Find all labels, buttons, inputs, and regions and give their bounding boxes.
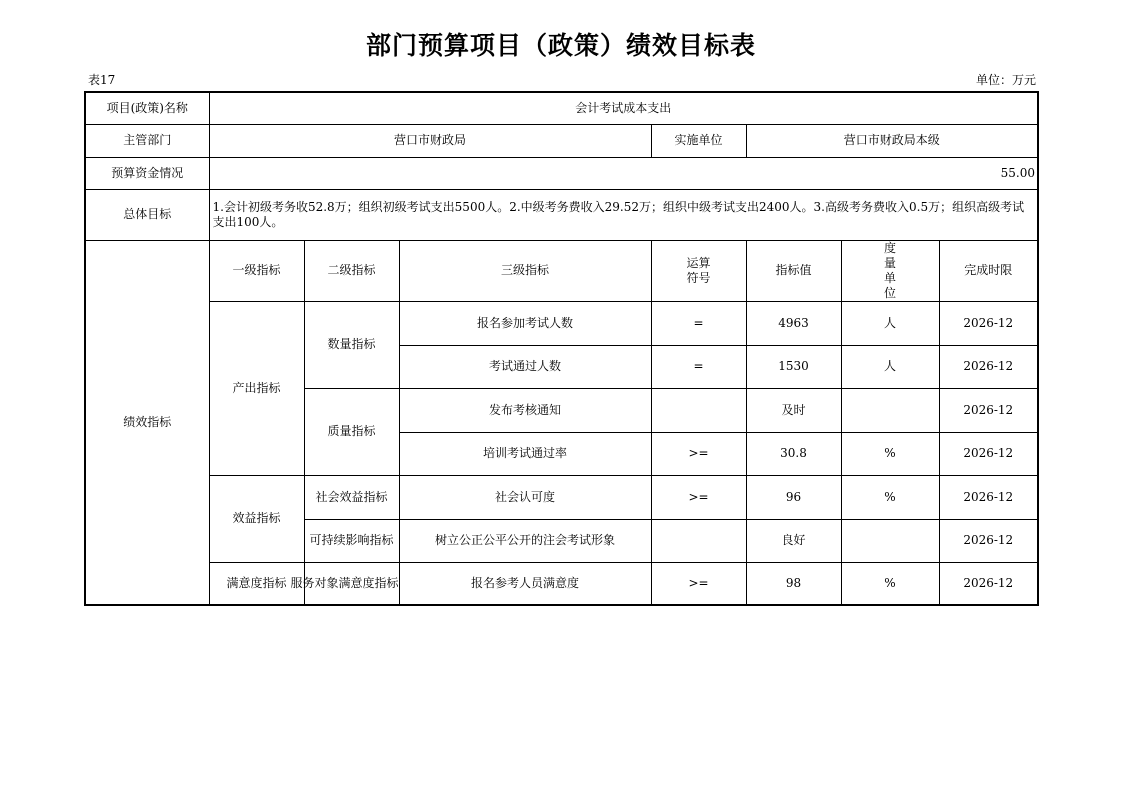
header-value: 指标值 xyxy=(746,240,841,301)
operator-cell xyxy=(651,388,746,432)
level3-cell: 发布考核通知 xyxy=(399,388,651,432)
level1-output: 产出指标 xyxy=(209,301,304,475)
goal-label: 总体目标 xyxy=(85,189,209,240)
unit-cell: % xyxy=(841,562,939,605)
table-row xyxy=(85,562,1038,605)
header-level2: 二级指标 xyxy=(304,240,399,301)
value-cell: 98 xyxy=(746,562,841,605)
header-level1: 一级指标 xyxy=(209,240,304,301)
table-row xyxy=(85,475,1038,519)
value-cell: 良好 xyxy=(746,519,841,562)
level2-quality: 质量指标 xyxy=(304,388,399,475)
level1-benefit: 效益指标 xyxy=(209,475,304,562)
budget-value: 55.00 xyxy=(209,157,1038,189)
level3-cell: 培训考试通过率 xyxy=(399,432,651,475)
operator-cell: >= xyxy=(651,432,746,475)
value-cell: 及时 xyxy=(746,388,841,432)
budget-label: 预算资金情况 xyxy=(85,157,209,189)
deadline-cell: 2026-12 xyxy=(939,388,1038,432)
table-row xyxy=(85,301,1038,345)
operator-cell: >= xyxy=(651,475,746,519)
project-name-value: 会计考试成本支出 xyxy=(209,92,1038,124)
deadline-cell: 2026-12 xyxy=(939,301,1038,345)
header-deadline: 完成时限 xyxy=(939,240,1038,301)
project-name-label: 项目(政策)名称 xyxy=(85,92,209,124)
unit-cell: 人 xyxy=(841,301,939,345)
deadline-cell: 2026-12 xyxy=(939,475,1038,519)
table-number: 表17 xyxy=(88,73,116,87)
deadline-cell: 2026-12 xyxy=(939,345,1038,388)
value-cell: 96 xyxy=(746,475,841,519)
header-operator: 运算符号 xyxy=(651,240,746,301)
performance-label: 绩效指标 xyxy=(85,240,209,605)
unit-cell: % xyxy=(841,475,939,519)
level2-sustainability: 可持续影响指标 xyxy=(304,519,399,562)
unit-cell: 人 xyxy=(841,345,939,388)
goal-value: 1.会计初级考务收52.8万；组织初级考试支出5500人。2.中级考务费收入29.52万；组织中级考试支出2400人。3.高级考务费收入0.5万；组织高级考试支出100人。 xyxy=(209,189,1038,240)
department-row xyxy=(85,124,1038,157)
level2-service-satisfaction: 服务对象满意度指标 xyxy=(304,562,399,605)
deadline-cell: 2026-12 xyxy=(939,432,1038,475)
budget-row xyxy=(85,157,1038,189)
level3-cell: 树立公正公平公开的注会考试形象 xyxy=(399,519,651,562)
project-name-row xyxy=(85,92,1038,124)
deadline-cell: 2026-12 xyxy=(939,519,1038,562)
impl-unit-value: 营口市财政局本级 xyxy=(746,124,1038,157)
performance-target-table xyxy=(84,91,1039,606)
level3-cell: 报名参考人员满意度 xyxy=(399,562,651,605)
unit-cell: % xyxy=(841,432,939,475)
dept-value: 营口市财政局 xyxy=(209,124,651,157)
value-cell: 1530 xyxy=(746,345,841,388)
operator-cell xyxy=(651,519,746,562)
operator-cell: = xyxy=(651,301,746,345)
indicator-header-row xyxy=(85,240,1038,301)
value-cell: 30.8 xyxy=(746,432,841,475)
level3-cell: 社会认可度 xyxy=(399,475,651,519)
page-title: 部门预算项目（政策）绩效目标表 xyxy=(365,31,756,60)
dept-label: 主管部门 xyxy=(85,124,209,157)
operator-cell: >= xyxy=(651,562,746,605)
unit-cell xyxy=(841,519,939,562)
level3-cell: 报名参加考试人数 xyxy=(399,301,651,345)
level2-social: 社会效益指标 xyxy=(304,475,399,519)
operator-cell: = xyxy=(651,345,746,388)
overall-goal-row xyxy=(85,189,1038,240)
unit-cell xyxy=(841,388,939,432)
deadline-cell: 2026-12 xyxy=(939,562,1038,605)
level2-quantity: 数量指标 xyxy=(304,301,399,388)
value-cell: 4963 xyxy=(746,301,841,345)
header-level3: 三级指标 xyxy=(399,240,651,301)
level3-cell: 考试通过人数 xyxy=(399,345,651,388)
header-unit: 度量单位 xyxy=(841,240,939,301)
unit-label: 单位：万元 xyxy=(975,73,1036,87)
impl-unit-label: 实施单位 xyxy=(651,124,746,157)
level1-satisfaction: 满意度指标 xyxy=(209,562,304,605)
